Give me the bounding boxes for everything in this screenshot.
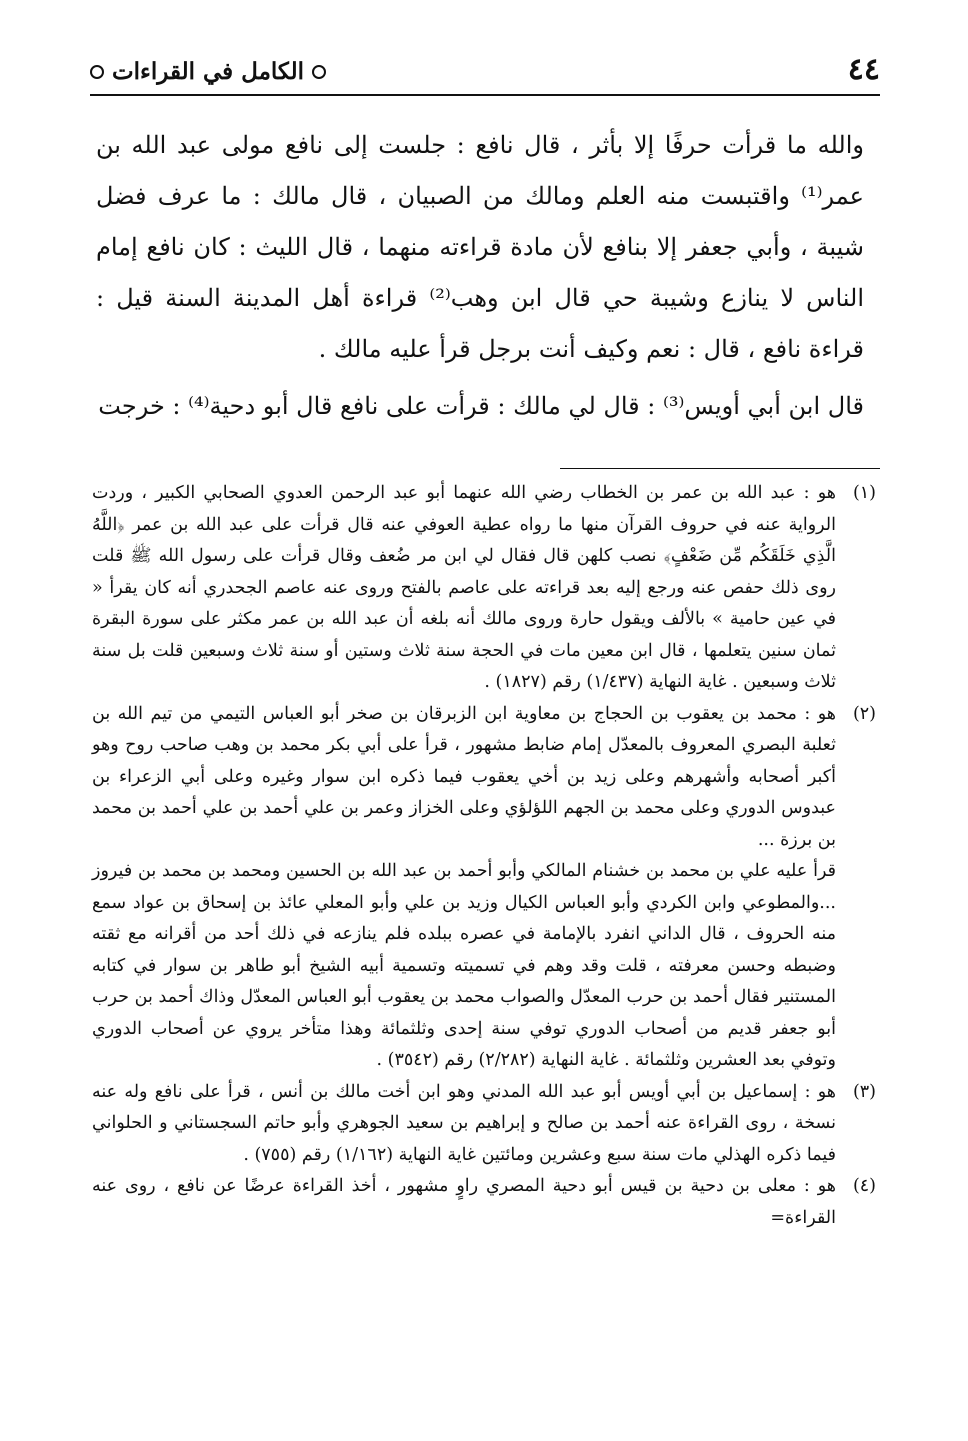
footnote-text-continued: قرأ عليه علي بن محمد بن خشنام المالكي وأبو أحمد بن عبد الله بن الحسين ومحمد بن محمد بن فيروز ...والمطوعي وابن الكردي وأبو العباس الكيال وزيد بن علي وأبو المعلي عائذ بن إسحاق بن عواد سمع منه الحروف ، قال الداني انفرد بالإمامة في عصره ببلده فلم ينازعه في ذلك أحد من أقرانه مع ثقته وضبطه وحسن معرفته ، قلت وقد وهم في تسميته وتسمية أبيه الشيخ أبو طاهر بن سوار في كتابه المستنير فقال أحمد بن حرب المعدّل والصواب محمد بن يعقوب أبو العباس المعدّل وذاك أحمد بن حرب أبو جعفر قديم من أصحاب الدوري توفي سنة إحدى وثلثمائة وهذا متأخر يروي عن أصحاب الدوري وتوفي بعد العشرين وثلثمائة . غاية النهاية (٢/٢٨٢) رقم (٣٥٤٢) . [92,861,836,1070]
footnote-number: (١) [852,483,876,503]
main-paragraph: والله ما قرأت حرفًا إلا بأثر ، قال نافع : جلست إلى نافع مولى عبد الله بن عمر⁽¹⁾ واقتبست منه العلم ومالك من الصبيان ، قال مالك : ما عرف فضل شيبة ، وأبي جعفر إلا بنافع لأن مادة قراءته منهما ، قال الليث : كان نافع إمام الناس لا ينازع وشيبة حي قال ابن وهب⁽²⁾ قراءة أهل المدينة السنة قيل : قراءة نافع ، قال : نعم وكيف أنت برجل قرأ عليه مالك . [96,131,864,363]
main-text [96,120,864,432]
page-number: ٤٤ [847,52,880,87]
header-rule [90,94,880,96]
footnote-2 [92,699,876,1077]
main-paragraph: قال ابن أبي أويس⁽³⁾ : قال لي مالك : قرأت على نافع قال أبو دحية⁽⁴⁾ : خرجت [98,392,864,420]
footnote-3 [92,1077,876,1172]
footnote-number: (٣) [852,1081,876,1102]
running-title: الكامل في القراءات [112,58,304,85]
running-title-group [90,58,326,85]
footnote-number: (٤) [852,1176,876,1196]
circle-ornament-icon [312,65,326,79]
footnote-4 [92,1171,876,1234]
footnote-text: هو : إسماعيل بن أبي أويس أبو عبد الله المدني وهو ابن أخت مالك بن أنس ، قرأ على نافع وله عنه نسخة ، روى القراءة عنه أحمد بن صالح و إبراهيم بن سعيد الجوهري وأبو حاتم السجستاني و الحلواني فيما ذكره الهذلي مات سنة سبع وعشرين ومائتين غاية النهاية (١/١٦٢) رقم (٧٥٥) . [92,1081,836,1165]
footnotes [92,478,876,1234]
page-header [90,46,880,96]
footnote-1 [92,478,876,699]
footnote-separator [560,468,880,469]
footnote-number: (٢) [852,703,876,724]
footnote-text: هو : عبد الله بن عمر بن الخطاب رضي الله عنهما أبو عبد الرحمن العدوي الصحابي الكبير ، وردت الرواية عنه في حروف القرآن منها ما رواه عطية العوفي عنه قال قرأت على عبد الله بن عمر ﴿اللَّهُ الَّذِي خَلَقَكُم مِّن ضَعْفٍ﴾ نصب كلهن قال فقال لي ابن مر ضُعف وقال قرأت على رسول الله ﷺ قلت روى ذلك حفص عنه ورجع إليه بعد قراءته على عاصم بالفتح وروى عنه عاصم الجحدري أنه كان يقرأ « في عين حامية » بالألف ويقول حارة وروى مالك أنه بلغه أن عبد الله بن عمر مكثر على سورة البقرة ثمان سنين يتعلمها ، قال ابن معين مات في الحجة سنة ثلاث وستين أو سنة ثلاث وسبعين قلت بل سنة ثلاث وسبعين . غاية النهاية (١/٤٣٧) رقم (١٨٢٧) . [92,483,836,692]
footnote-text: هو : معلى بن دحية بن قيس أبو دحية المصري راوٍ مشهور ، أخذ القراءة عرضًا عن نافع ، روى عنه القراءة= [92,1176,836,1228]
circle-ornament-icon [90,65,104,79]
footnote-text: هو : محمد بن يعقوب بن الحجاج بن معاوية ابن الزبرقان بن صخر أبو العباس التيمي من تيم الله بن ثعلبة البصري المعروف بالمعدّل إمام ضابط مشهور ، قرأ على أبي بكر محمد بن وهب صاحب روح وهو أكبر أصحابه وأشهرهم وعلى زيد بن أخي يعقوب فيما ذكره ابن سوار وغيره وعلى أبي الزعراء بن عبدوس الدوري وعلى محمد بن الجهم اللؤلؤي وعلى الخزاز وعمر بن علي أحمد بن علي أحمد بن محمد بن برزة ... [92,703,836,850]
